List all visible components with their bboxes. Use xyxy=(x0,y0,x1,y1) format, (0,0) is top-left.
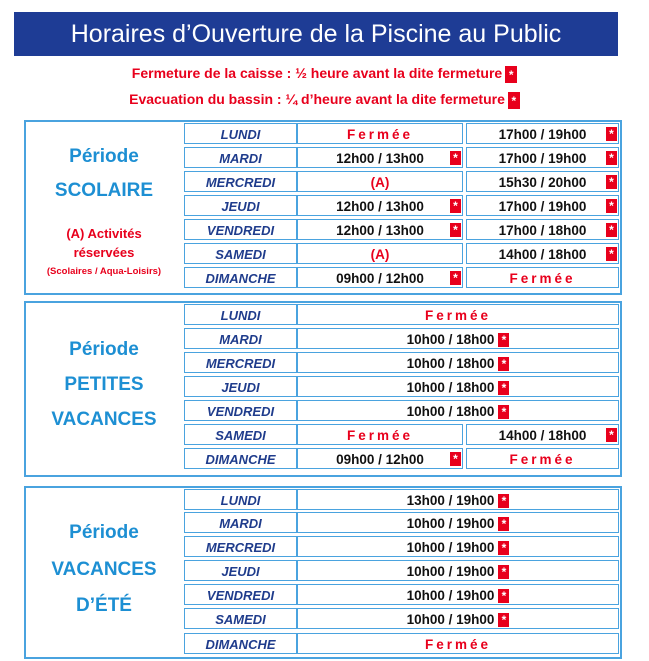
asterisk-icon: * xyxy=(606,199,617,213)
day-label: JEUDI xyxy=(184,376,297,397)
schedule-cell: Fermée xyxy=(466,267,619,288)
activities-note-line2: réservées xyxy=(73,245,135,260)
page-title: Horaires d’Ouverture de la Piscine au Public xyxy=(14,12,618,56)
schedule-row xyxy=(184,489,620,510)
schedule-cell: 09h00 / 12h00 * xyxy=(297,267,463,288)
day-label: JEUDI xyxy=(184,560,297,581)
day-label: DIMANCHE xyxy=(184,267,297,288)
schedule-cell: (A) xyxy=(297,243,463,264)
day-label: LUNDI xyxy=(184,489,297,510)
schedule-cell: 10h00 / 18h00 * xyxy=(297,376,619,397)
period-label-line2: PETITES xyxy=(64,374,144,395)
day-label: MERCREDI xyxy=(184,352,297,373)
schedule-row xyxy=(184,448,620,469)
day-label: MERCREDI xyxy=(184,536,297,557)
day-label: SAMEDI xyxy=(184,243,297,264)
schedule-cell: 10h00 / 19h00 * xyxy=(297,584,619,605)
schedule-cell: Fermée xyxy=(297,304,619,325)
asterisk-icon: * xyxy=(606,428,617,442)
schedule-cell: Fermée xyxy=(466,448,619,469)
schedule-row xyxy=(184,267,620,288)
day-label: MARDI xyxy=(184,147,297,168)
asterisk-icon: * xyxy=(498,589,509,603)
activities-note-line1: (A) Activités xyxy=(66,226,142,241)
schedule-cell: 14h00 / 18h00 * xyxy=(466,243,619,264)
period-scolaire-label xyxy=(26,122,182,293)
asterisk-icon: * xyxy=(450,452,461,466)
period-label-line1: Période xyxy=(69,339,139,360)
schedule-cell: (A) xyxy=(297,171,463,192)
schedule-row xyxy=(184,123,620,144)
schedule-cell: 13h00 / 19h00 * xyxy=(297,489,619,510)
schedule-cell: 10h00 / 18h00 * xyxy=(297,352,619,373)
period-label-line3: D’ÉTÉ xyxy=(76,595,132,616)
schedule-row xyxy=(184,219,620,240)
asterisk-icon: * xyxy=(498,381,509,395)
schedule-cell: 09h00 / 12h00 * xyxy=(297,448,463,469)
schedule-cell: 10h00 / 18h00 * xyxy=(297,328,619,349)
asterisk-icon: * xyxy=(498,613,509,627)
asterisk-icon: * xyxy=(498,333,509,347)
note-bassin-text: Evacuation du bassin : ¼ d’heure avant la dite fermeture xyxy=(129,91,505,107)
day-label: DIMANCHE xyxy=(184,633,297,654)
day-label: VENDREDI xyxy=(184,584,297,605)
period-label-line2: SCOLAIRE xyxy=(54,180,154,201)
schedule-cell: 17h00 / 19h00 * xyxy=(466,123,619,144)
period-label-line2: VACANCES xyxy=(51,559,157,580)
schedule-row xyxy=(184,584,620,605)
schedule-row xyxy=(184,352,620,373)
asterisk-icon: * xyxy=(498,517,509,531)
day-label: MERCREDI xyxy=(184,171,297,192)
asterisk-icon: * xyxy=(450,223,461,237)
schedule-row xyxy=(184,243,620,264)
day-label: VENDREDI xyxy=(184,219,297,240)
note-bassin xyxy=(0,91,649,109)
schedule-cell: 15h30 / 20h00 * xyxy=(466,171,619,192)
schedule-row xyxy=(184,633,620,654)
period-petites-vacances-block xyxy=(24,301,622,477)
schedule-row xyxy=(184,400,620,421)
period-vacances-ete-block xyxy=(24,486,622,659)
schedule-cell: 10h00 / 19h00 * xyxy=(297,536,619,557)
schedule-cell: 10h00 / 19h00 * xyxy=(297,512,619,533)
schedule-cell: 10h00 / 19h00 * xyxy=(297,560,619,581)
asterisk-icon: * xyxy=(606,151,617,165)
schedule-row xyxy=(184,171,620,192)
asterisk-icon: * xyxy=(498,494,509,508)
asterisk-icon: * xyxy=(498,565,509,579)
schedule-cell: 17h00 / 19h00 * xyxy=(466,195,619,216)
schedule-cell: 12h00 / 13h00 * xyxy=(297,147,463,168)
schedule-row xyxy=(184,512,620,533)
day-label: MARDI xyxy=(184,328,297,349)
period-vacances-ete-label xyxy=(26,488,182,657)
schedule-cell: 10h00 / 18h00 * xyxy=(297,400,619,421)
activities-note-line3: (Scolaires / Aqua-Loisirs) xyxy=(46,266,162,277)
schedule-cell: Fermée xyxy=(297,123,463,144)
asterisk-icon: * xyxy=(498,405,509,419)
period-label-line3: VACANCES xyxy=(51,409,157,430)
period-label-line1: Période xyxy=(69,522,139,543)
day-label: LUNDI xyxy=(184,304,297,325)
day-label: SAMEDI xyxy=(184,608,297,629)
schedule-cell: Fermée xyxy=(297,633,619,654)
schedule-cell: 12h00 / 13h00 * xyxy=(297,195,463,216)
note-caisse xyxy=(0,65,649,83)
schedule-row xyxy=(184,328,620,349)
schedule-cell: 10h00 / 19h00 * xyxy=(297,608,619,629)
schedule-cell: 17h00 / 18h00 * xyxy=(466,219,619,240)
asterisk-icon: * xyxy=(498,357,509,371)
day-label: MARDI xyxy=(184,512,297,533)
day-label: DIMANCHE xyxy=(184,448,297,469)
schedule-row xyxy=(184,376,620,397)
schedule-row xyxy=(184,536,620,557)
day-label: JEUDI xyxy=(184,195,297,216)
asterisk-icon: * xyxy=(508,92,520,109)
asterisk-icon: * xyxy=(498,541,509,555)
asterisk-icon: * xyxy=(450,151,461,165)
asterisk-icon: * xyxy=(505,66,517,83)
asterisk-icon: * xyxy=(606,223,617,237)
asterisk-icon: * xyxy=(450,271,461,285)
schedule-row xyxy=(184,195,620,216)
schedule-row xyxy=(184,560,620,581)
asterisk-icon: * xyxy=(606,175,617,189)
schedule-cell: Fermée xyxy=(297,424,463,445)
schedule-cell: 14h00 / 18h00 * xyxy=(466,424,619,445)
day-label: SAMEDI xyxy=(184,424,297,445)
schedule-cell: 17h00 / 19h00 * xyxy=(466,147,619,168)
asterisk-icon: * xyxy=(606,127,617,141)
asterisk-icon: * xyxy=(450,199,461,213)
period-petites-vacances-label xyxy=(26,303,182,475)
schedule-cell: 12h00 / 13h00 * xyxy=(297,219,463,240)
day-label: LUNDI xyxy=(184,123,297,144)
schedule-row xyxy=(184,424,620,445)
schedule-row xyxy=(184,147,620,168)
period-label-line1: Période xyxy=(69,146,139,167)
period-scolaire-block xyxy=(24,120,622,295)
schedule-row xyxy=(184,608,620,629)
note-caisse-text: Fermeture de la caisse : ½ heure avant la dite fermeture xyxy=(131,65,503,81)
schedule-row xyxy=(184,304,620,325)
day-label: VENDREDI xyxy=(184,400,297,421)
asterisk-icon: * xyxy=(606,247,617,261)
